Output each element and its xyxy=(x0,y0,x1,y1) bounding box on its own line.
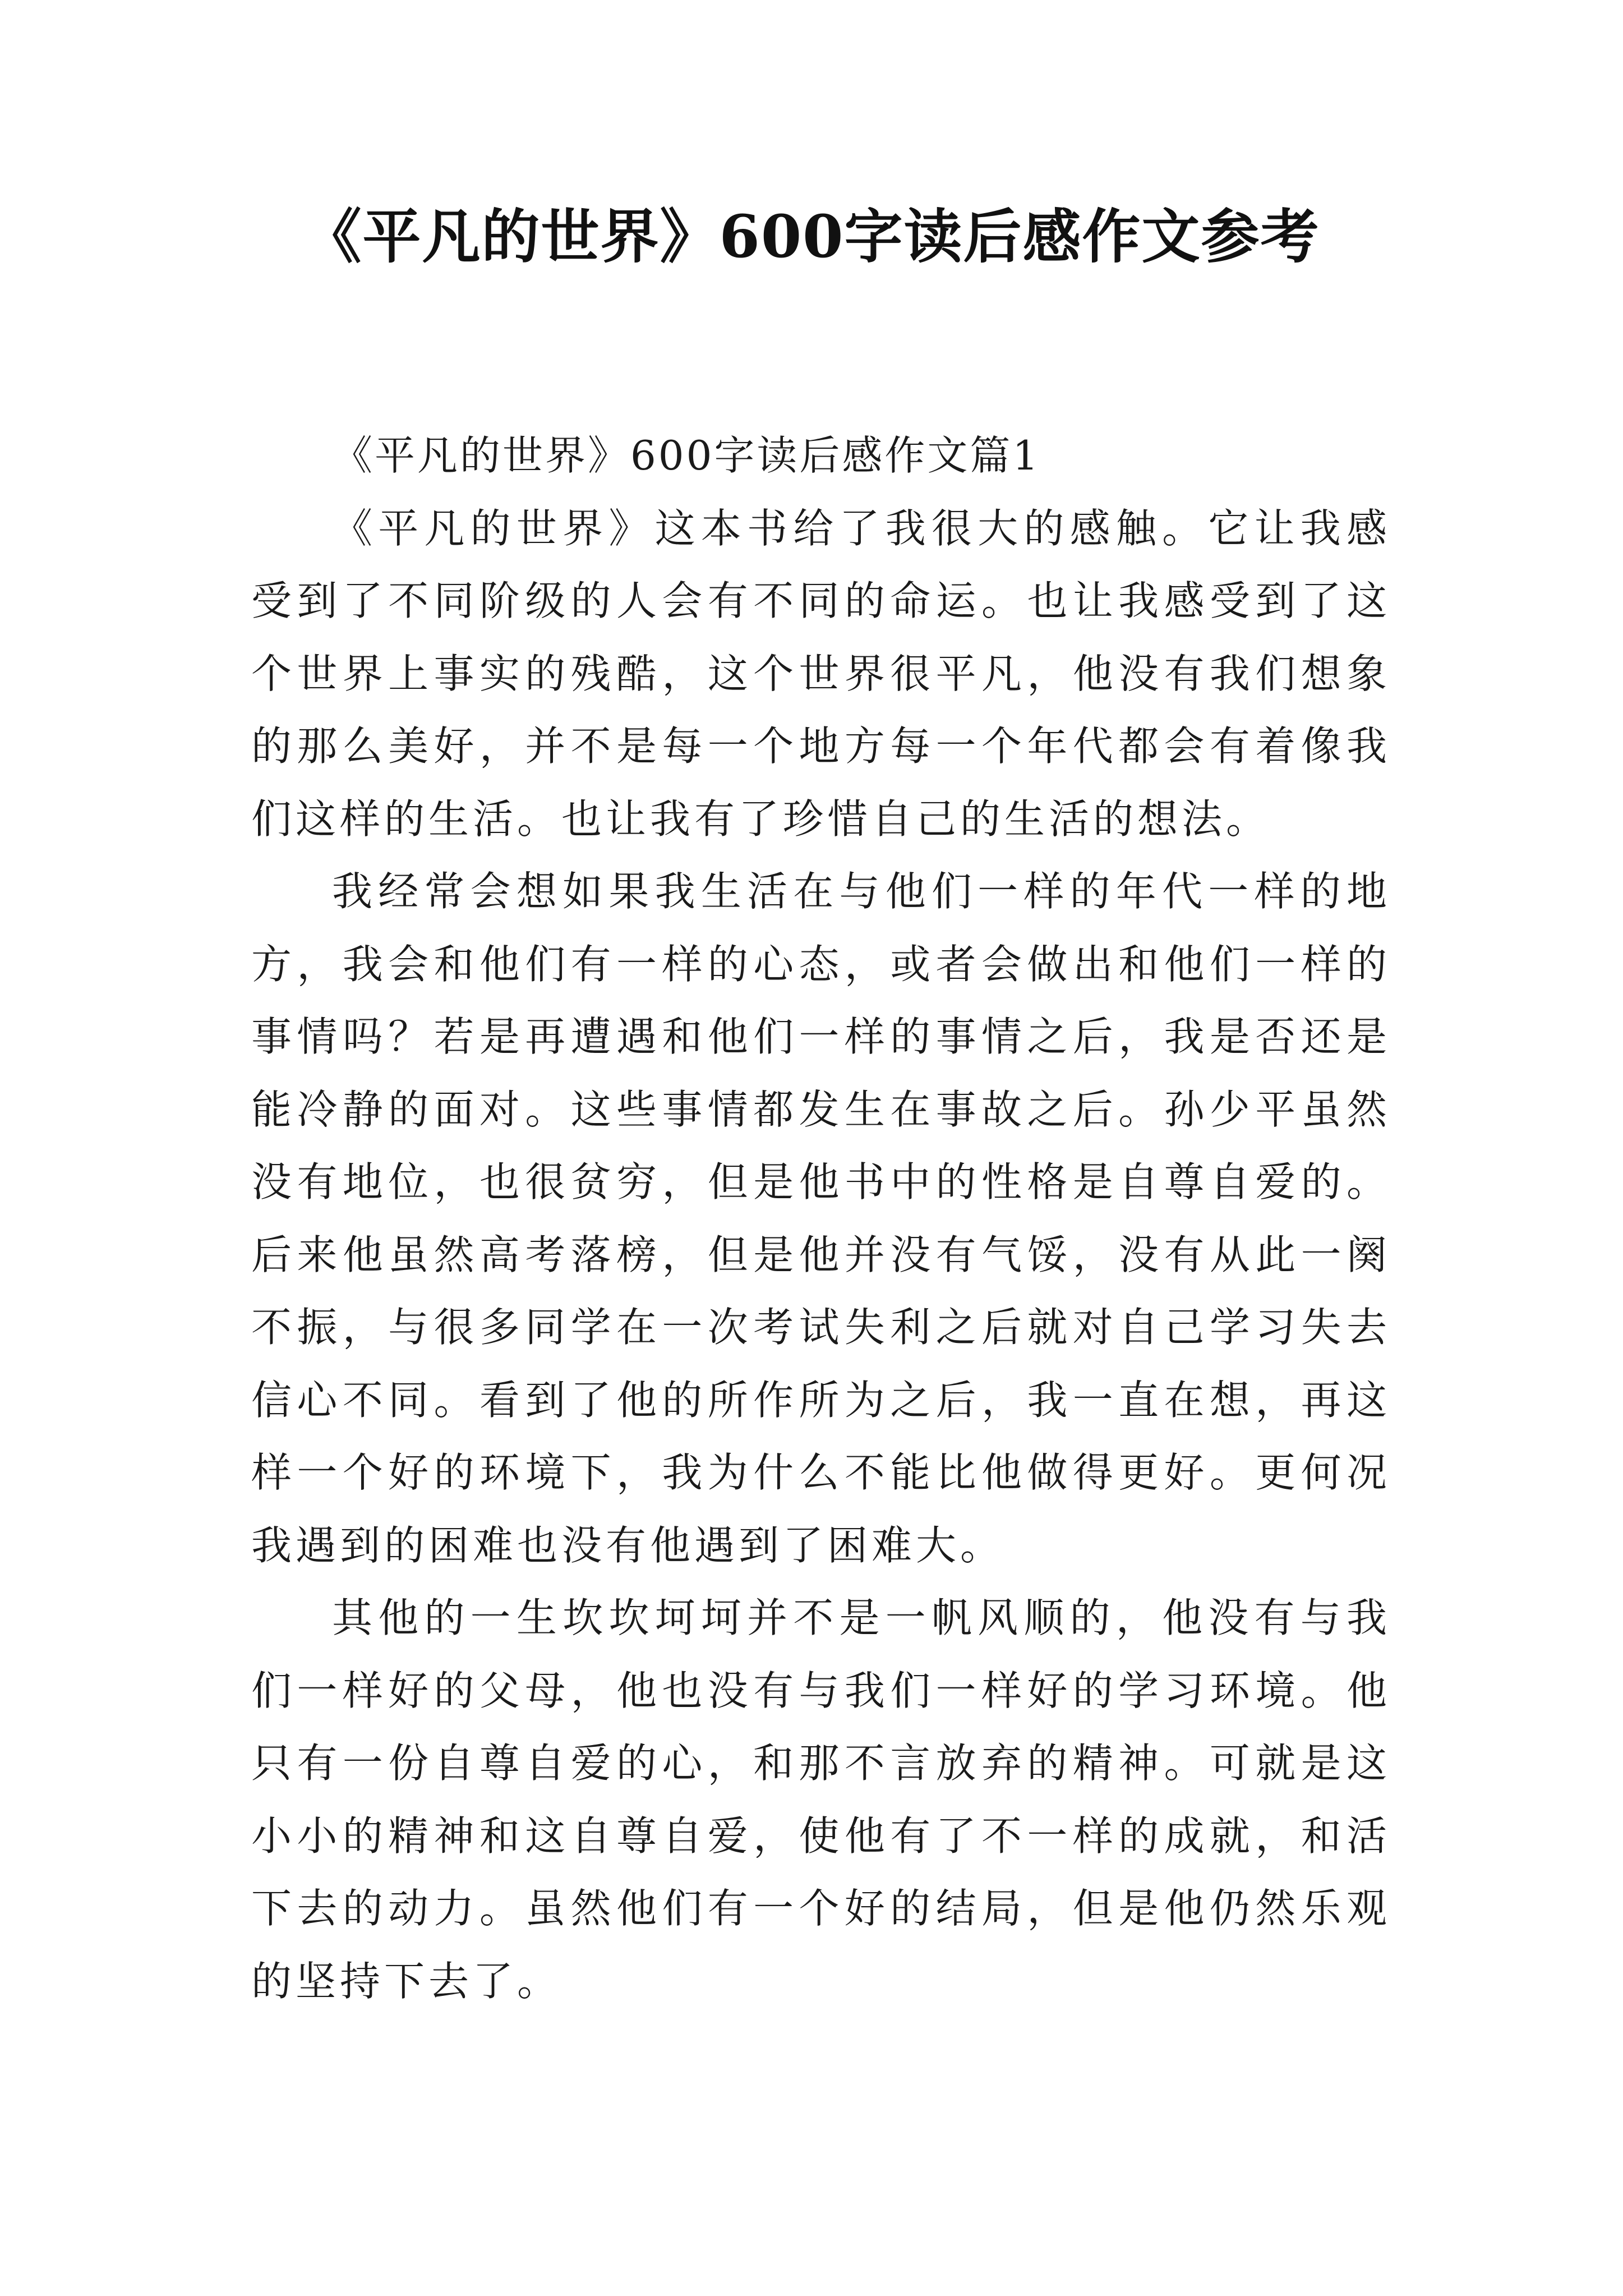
document-body xyxy=(251,420,1391,2018)
paragraph-2: 我经常会想如果我生活在与他们一样的年代一样的地方，我会和他们有一样的心态，或者会做出和他们一样的事情吗？若是再遭遇和他们一样的事情之后，我是否还是能冷静的面对。这些事情都发生在事故之后。孙少平虽然没有地位，也很贫穷，但是他书中的性格是自尊自爱的。后来他虽然高考落榜，但是他并没有气馁，没有从此一阕不振，与很多同学在一次考试失利之后就对自己学习失去信心不同。看到了他的所作所为之后，我一直在想，再这样一个好的环境下，我为什么不能比他做得更好。更何况我遇到的困难也没有他遇到了困难大。 xyxy=(251,868,1391,1569)
paragraph-1: 《平凡的世界》这本书给了我很大的感触。它让我感受到了不同阶级的人会有不同的命运。也让我感受到了这个世界上事实的残酷，这个世界很平凡，他没有我们想象的那么美好，并不是每一个地方每一个年代都会有着像我们这样的生活。也让我有了珍惜自己的生活的想法。 xyxy=(251,504,1391,843)
paragraph-3: 其他的一生坎坎坷坷并不是一帆风顺的，他没有与我们一样好的父母，他也没有与我们一样好的学习环境。他只有一份自尊自爱的心，和那不言放弃的精神。可就是这小小的精神和这自尊自爱，使他有了不一样的成就，和活下去的动力。虽然他们有一个好的结局，但是他仍然乐观的坚持下去了。 xyxy=(251,1594,1391,2005)
document-title: 《平凡的世界》600字读后感作文参考 xyxy=(303,202,1320,271)
section-heading: 《平凡的世界》600字读后感作文篇1 xyxy=(332,432,1041,479)
